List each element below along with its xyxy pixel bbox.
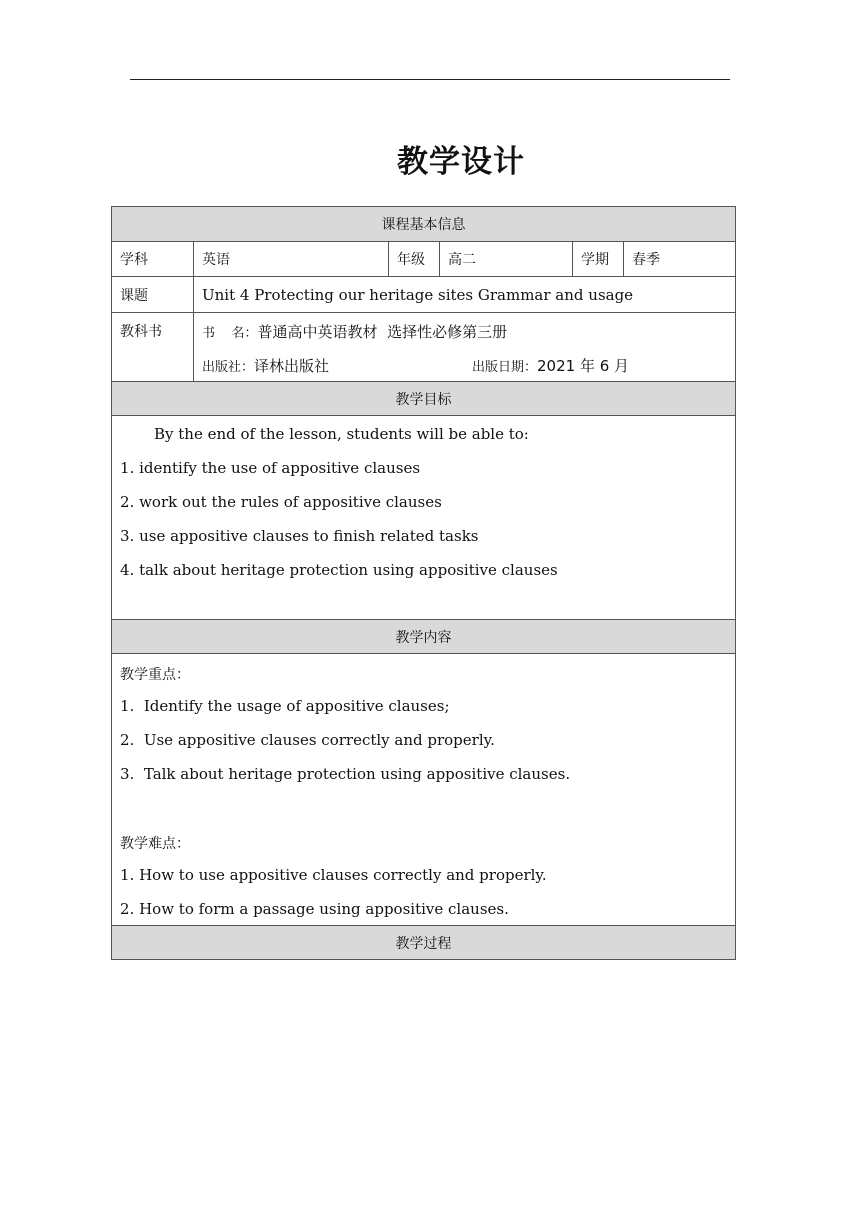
objective-item-4: 4. talk about heritage protection using appositive clauses	[120, 561, 558, 579]
difficult-points-label: 教学难点：	[120, 836, 190, 852]
key-point-2: 2. Use appositive clauses correctly and properly.	[120, 731, 495, 749]
objectives-intro: By the end of the lesson, students will be able to:	[154, 425, 529, 443]
subject-row	[111, 241, 736, 277]
publisher-label: 出版社：	[202, 360, 255, 375]
objective-item-2: 2. work out the rules of appositive clauses	[120, 493, 442, 511]
key-point-1: 1. Identify the usage of appositive clauses;	[120, 697, 450, 715]
objective-item-1: 1. identify the use of appositive clauses	[120, 459, 421, 477]
objective-item-3: 3. use appositive clauses to finish related tasks	[120, 527, 479, 545]
header-rule	[130, 79, 730, 80]
publisher-value: 译林出版社	[254, 357, 330, 375]
key-point-3: 3. Talk about heritage protection using appositive clauses.	[120, 765, 571, 783]
content-header	[111, 619, 736, 654]
publisher-line	[202, 355, 329, 376]
objectives-header	[111, 381, 736, 416]
basic-info-header	[111, 206, 736, 242]
pub-date-line	[472, 355, 629, 376]
subject-value: 英语	[194, 242, 389, 276]
book-name-line	[202, 321, 507, 342]
textbook-details	[194, 313, 735, 381]
term-value: 春季	[632, 252, 660, 268]
basic-info-header-label: 课程基本信息	[381, 217, 466, 233]
document-title: 教学设计	[397, 144, 525, 180]
topic-label: 课题	[112, 277, 194, 312]
content-body	[111, 653, 736, 926]
objectives-header-label: 教学目标	[395, 391, 452, 408]
difficult-point-2: 2. How to form a passage using appositive clauses.	[120, 900, 509, 918]
content-header-label: 教学内容	[395, 629, 452, 646]
book-name-label: 书 名：	[202, 326, 258, 341]
pub-date-label: 出版日期：	[472, 360, 538, 375]
grade-value: 高二	[440, 242, 573, 276]
key-points-label: 教学重点：	[120, 667, 190, 683]
textbook-row	[111, 312, 736, 382]
pub-date-value: 2021 年 6 月	[537, 357, 630, 375]
process-header	[111, 925, 736, 960]
topic-value: Unit 4 Protecting our heritage sites Grammar and usage	[202, 285, 634, 304]
subject-label: 学科	[112, 242, 194, 276]
objectives-body	[111, 415, 736, 620]
topic-row	[111, 276, 736, 313]
term-label: 学期	[573, 242, 624, 276]
grade-label: 年级	[389, 242, 440, 276]
process-header-label: 教学过程	[395, 935, 452, 952]
difficult-point-1: 1. How to use appositive clauses correctly and properly.	[120, 866, 547, 884]
textbook-label: 教科书	[112, 313, 194, 381]
book-name-value: 普通高中英语教材 选择性必修第三册	[257, 323, 508, 341]
